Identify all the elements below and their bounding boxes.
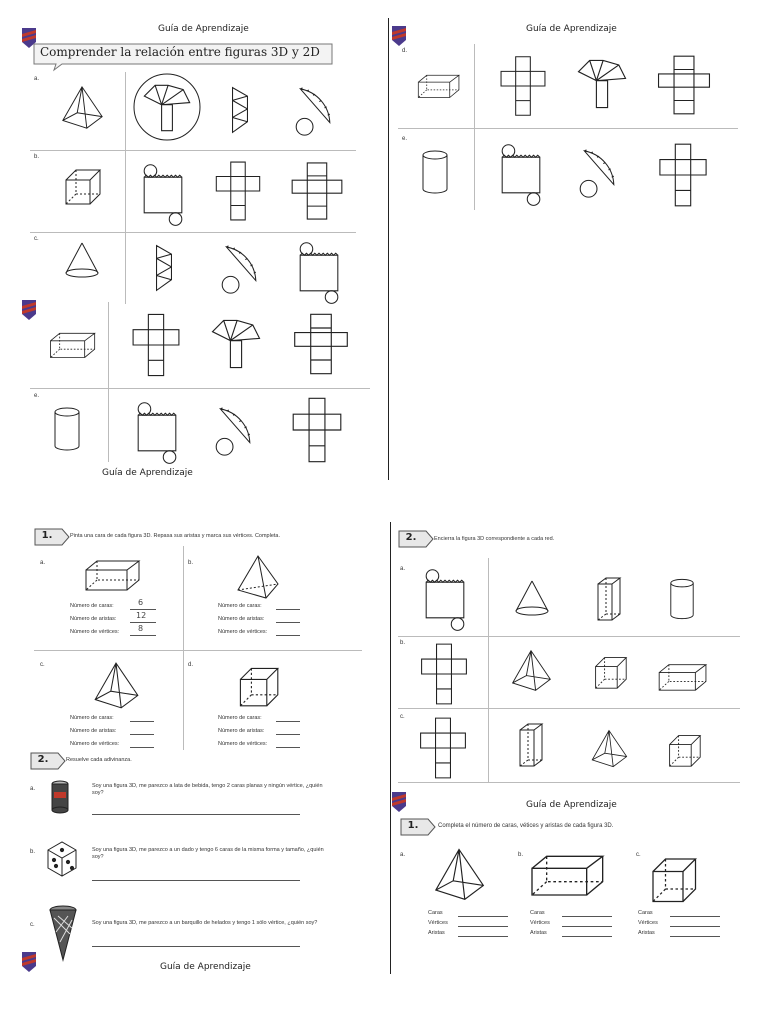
pyramid-net-figure (132, 72, 202, 142)
vertices-label: Número de vértices: (70, 741, 120, 747)
ice-cream-cone-icon (48, 904, 78, 962)
prism-figure (516, 720, 546, 770)
triangular-net-figure (224, 82, 256, 138)
page-header: Guía de Aprendizaje (526, 800, 617, 810)
cube-figure (666, 732, 702, 768)
edges-answer: 12 (136, 611, 147, 620)
cross-net-figure (132, 312, 180, 378)
cone-net-figure (218, 240, 260, 298)
item-label: c. (400, 714, 405, 720)
cube-figure (648, 854, 698, 904)
item-label: c. (30, 922, 35, 928)
logo-icon (392, 26, 406, 46)
row-label: d. (402, 48, 408, 54)
cross-net-figure (656, 142, 710, 208)
box-figure (48, 330, 98, 360)
cube-figure (236, 664, 280, 708)
exercise-badge (398, 530, 432, 548)
pyramid-figure (508, 648, 554, 694)
edges-label: Número de aristas: (70, 728, 117, 734)
cone-net-figure (576, 144, 618, 202)
exercise-instruction: Pinta una cara de cada figura 3D. Repasa sus aristas y marca sus vértices. Completa. (70, 533, 281, 539)
cross-net-figure (214, 160, 262, 222)
riddle-text: Soy una figura 3D, me parezco a un dado y tengo 6 caras de la misma forma y tamaño, ¿quién soy? (92, 847, 324, 860)
box-figure (528, 850, 608, 900)
caras-label: Caras (530, 910, 545, 916)
page-header: Guía de Aprendizaje (526, 24, 617, 34)
exercise-number: 1. (41, 530, 53, 541)
cylinder-figure (668, 578, 696, 620)
exercise-instruction: Resuelve cada adivinanza. (66, 757, 132, 763)
cylinder-net-figure (422, 566, 468, 632)
vertices-label: Número de vértices: (218, 629, 268, 635)
page-footer: Guía de Aprendizaje (160, 962, 251, 972)
vertices-answer: 8 (138, 624, 144, 633)
exercise-instruction: Encierra la figura 3D correspondiente a cada red. (434, 536, 555, 542)
exercise-number: 2. (405, 532, 417, 543)
pyramid-figure (428, 846, 490, 904)
page-header: Guía de Aprendizaje (158, 24, 249, 34)
edges-label: Número de aristas: (218, 728, 265, 734)
item-label: b. (518, 852, 524, 858)
tetrahedron-figure (234, 554, 282, 602)
cross-net-figure (416, 716, 470, 780)
banner-title: Comprender la relación entre figuras 3D y 2D (40, 45, 320, 59)
item-label: a. (400, 852, 406, 858)
pyramid-figure (58, 84, 106, 132)
item-label: b. (30, 849, 36, 855)
cube-figure (592, 654, 628, 690)
cone-figure (512, 578, 552, 618)
riddle-text: Soy una figura 3D, me parezco a un barquillo de helados y tengo 1 sólo vértice, ¿quién soy? (92, 920, 318, 926)
rect-net-figure (292, 312, 350, 376)
caras-label: Caras (638, 910, 653, 916)
faces-answer: 6 (138, 598, 144, 607)
item-label: d. (188, 662, 194, 668)
logo-icon (22, 300, 36, 320)
item-label: a. (30, 786, 36, 792)
exercise-badge (34, 528, 68, 546)
cone-figure (62, 240, 102, 280)
cylinder-net-figure (296, 240, 342, 304)
item-label: c. (636, 852, 641, 858)
pyramid-net-figure (574, 56, 630, 112)
triangular-net-figure (148, 240, 180, 296)
page-footer: Guía de Aprendizaje (102, 468, 193, 478)
vertices-label: Número de vértices: (70, 629, 120, 635)
row-label: e. (34, 393, 40, 399)
logo-icon (392, 792, 406, 812)
row-label: c. (34, 236, 39, 242)
cone-net-figure (292, 82, 334, 140)
item-label: a. (400, 566, 406, 572)
cylinder-figure (420, 150, 450, 194)
faces-label: Número de caras: (218, 715, 262, 721)
box-figure (416, 72, 462, 100)
item-label: a. (40, 560, 46, 566)
edges-label: Número de aristas: (70, 616, 117, 622)
vertices-label: Vértices (530, 920, 550, 926)
faces-label: Número de caras: (70, 715, 114, 721)
box-figure (82, 558, 144, 592)
rect-net-figure (656, 54, 712, 116)
cube-figure (62, 166, 102, 206)
item-label: b. (400, 640, 406, 646)
cross-net-figure (420, 642, 468, 706)
faces-label: Número de caras: (70, 603, 114, 609)
exercise-instruction: Completa el número de caras, vétices y aristas de cada figura 3D. (438, 823, 614, 829)
faces-label: Número de caras: (218, 603, 262, 609)
cone-net-figure (212, 402, 254, 460)
can-icon (50, 780, 70, 814)
prism-figure (594, 574, 624, 624)
box-figure (656, 662, 710, 692)
exercise-number: 1. (407, 820, 419, 831)
aristas-label: Aristas (638, 930, 655, 936)
aristas-label: Aristas (428, 930, 445, 936)
title-banner (32, 42, 338, 66)
vertices-label: Número de vértices: (218, 741, 268, 747)
item-label: b. (188, 560, 194, 566)
prism-net-figure (290, 160, 344, 222)
pyramid-figure (88, 660, 144, 712)
cylinder-net-figure (140, 162, 186, 226)
pyramid-figure (588, 728, 630, 770)
cylinder-net-figure (498, 142, 544, 206)
edges-label: Número de aristas: (218, 616, 265, 622)
cross-net-figure (500, 54, 546, 118)
exercise-number: 2. (37, 754, 49, 765)
aristas-label: Aristas (530, 930, 547, 936)
row-label: a. (34, 76, 40, 82)
cylinder-figure (52, 406, 82, 452)
logo-icon (22, 952, 36, 972)
pyramid-net-figure (208, 316, 264, 372)
vertices-label: Vértices (428, 920, 448, 926)
riddle-text: Soy una figura 3D, me parezco a lata de bebida, tengo 2 caras planas y ningún vértice, ¿quién soy? (92, 783, 323, 796)
exercise-badge (30, 752, 64, 770)
item-label: c. (40, 662, 45, 668)
dice-icon (44, 838, 78, 878)
row-label: b. (34, 154, 40, 160)
vertices-label: Vértices (638, 920, 658, 926)
exercise-badge (400, 818, 434, 836)
caras-label: Caras (428, 910, 443, 916)
cross-net-figure (290, 396, 344, 464)
row-label: e. (402, 136, 408, 142)
cylinder-net-figure (134, 400, 180, 464)
